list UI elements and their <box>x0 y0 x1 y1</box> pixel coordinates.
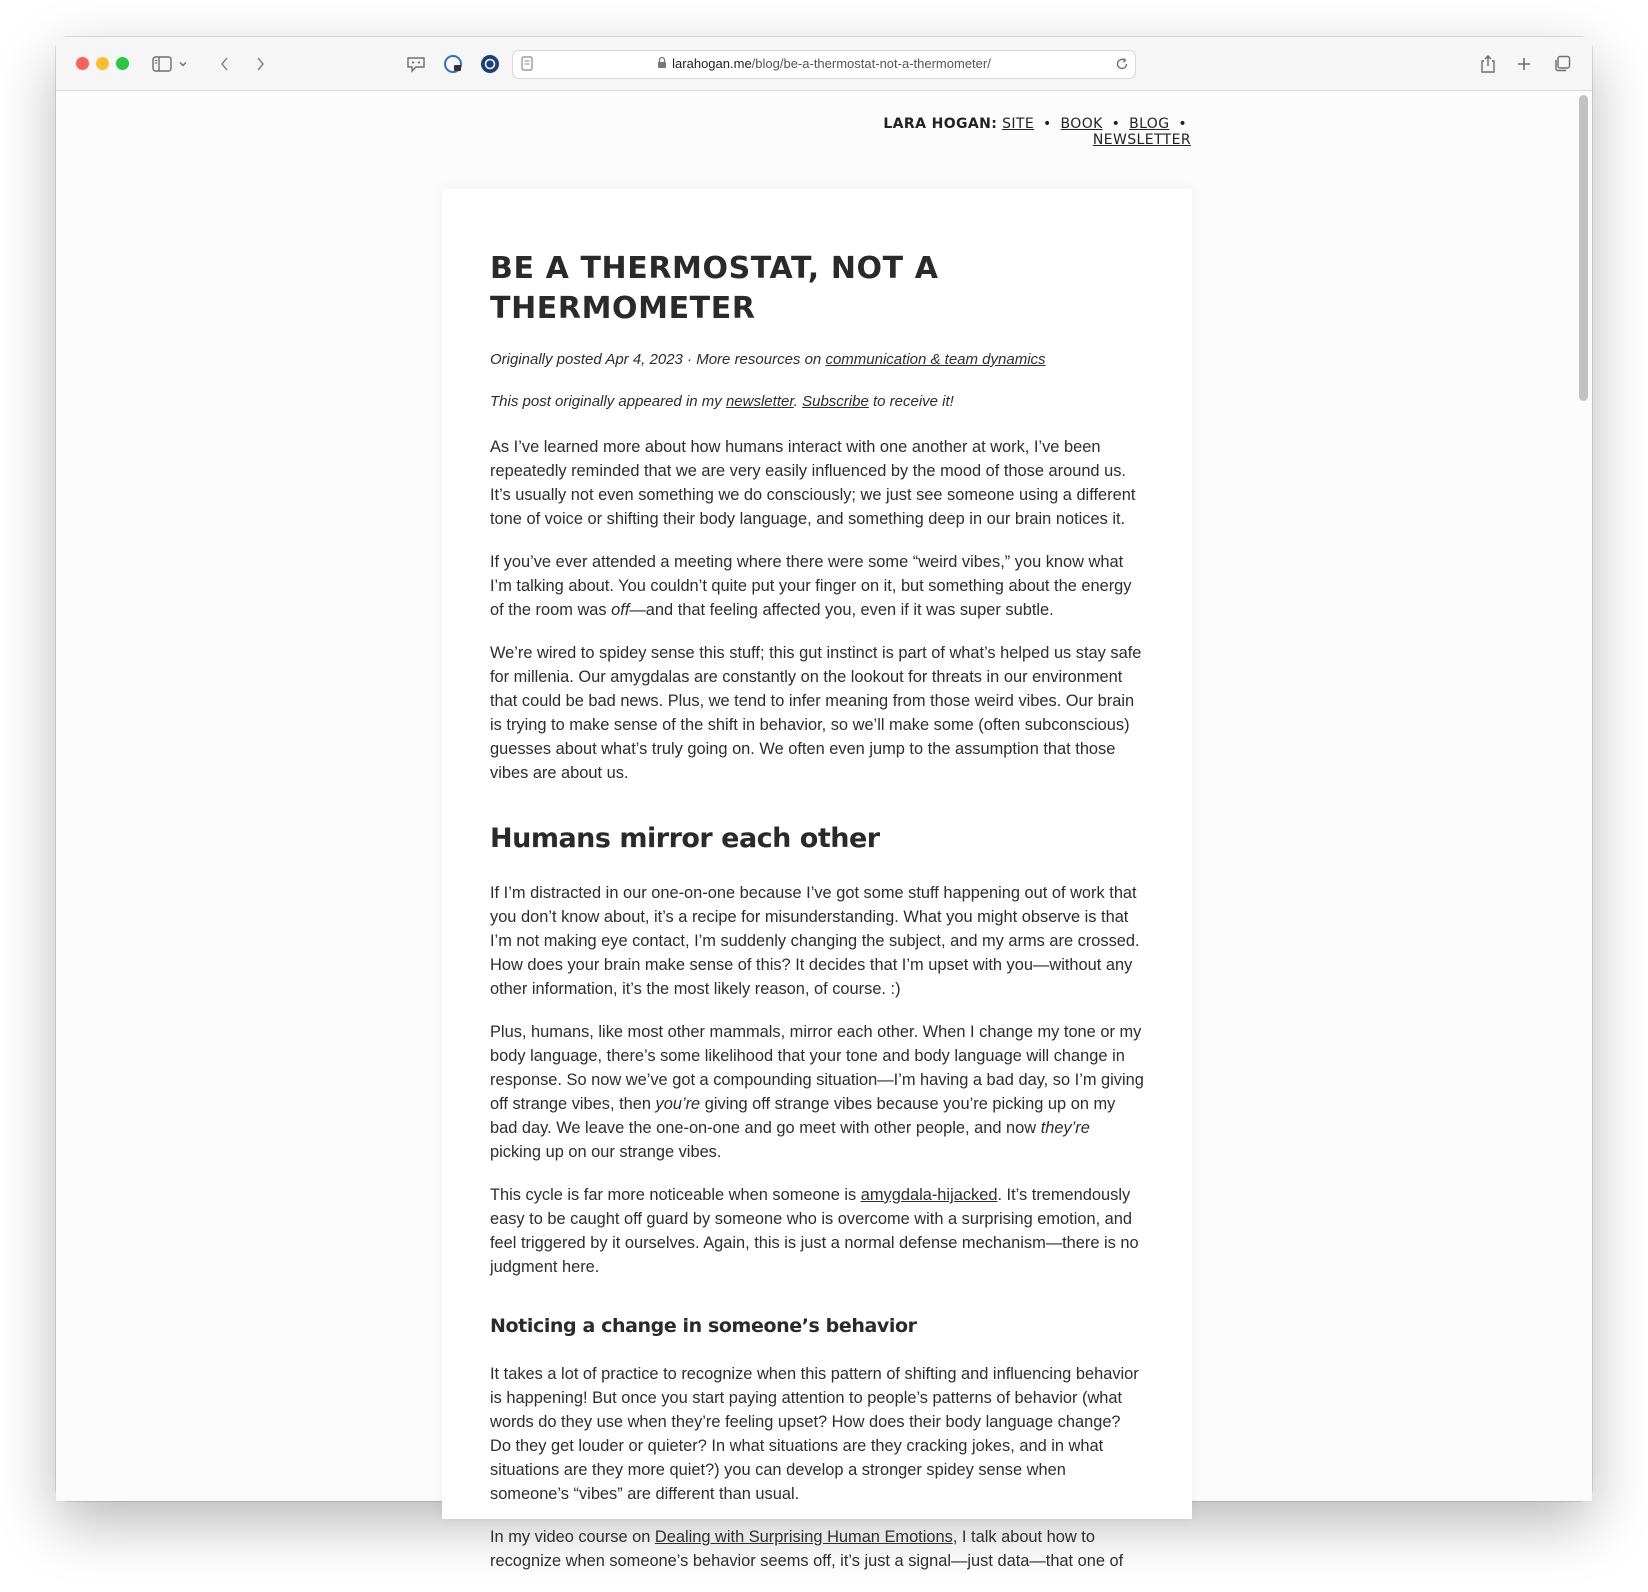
extension-badge-icon[interactable] <box>478 52 502 76</box>
url-text[interactable] <box>513 56 1135 71</box>
share-icon[interactable] <box>1476 52 1500 76</box>
text-run: If you’ve ever attended a meeting where there were some “weird vibes,” you know what I’m talking about. You couldn’t quite put your finger on it, but something about the energy of the room was <box>490 553 1132 619</box>
newsletter-link[interactable]: newsletter <box>725 393 794 410</box>
text-run: . It’s tremendously easy to be caught off guard by someone who is overcome with a surprising emotion, and feel triggered by it ourselves. Again, this is just a normal defense mechanism—there is no judgment here. <box>490 1186 1139 1276</box>
close-window-button[interactable] <box>76 57 89 70</box>
text-run: Plus, humans, like most other mammals, mirror each other. When I change my tone or my body language, there’s some likelihood that your tone and body language will change in response. So now we’ve got a compounding situation—I’m having a bad day, so I’m giving off strange vibes, then <box>490 1023 1144 1113</box>
paragraph-1: As I’ve learned more about how humans interact with one another at work, I’ve been repeatedly reminded that we are very easily influenced by the mood of those around us. It’s usually not even something we do consciously; we just see someone using a different tone of voice or shifting their body language, and something deep in our brain notices it. <box>490 438 1136 528</box>
text-run: , I talk about how to recognize when someone’s behavior seems off, it’s just a signal—just data—that one of <box>490 1528 1124 1570</box>
text-run: In my video course on <box>490 1528 655 1546</box>
scrollbar-thumb[interactable] <box>1579 95 1588 401</box>
nav-link-newsletter[interactable]: NEWSLETTER <box>1092 132 1191 148</box>
back-icon[interactable] <box>213 52 237 76</box>
post-meta <box>490 349 1145 371</box>
emphasis: you’re <box>655 1095 701 1113</box>
zoom-window-button[interactable] <box>116 57 129 70</box>
paragraph-4: If I’m distracted in our one-on-one because I’ve got some stuff happening out of work that you don’t know about, it’s a recipe for misunderstanding. What you might observe is that I’m not making eye contact, I’m suddenly changing the subject, and my arms are crossed. How does your brain make sense of this? It decides that I’m upset with you—without any other information, it’s the most likely reason, of course. :) <box>490 884 1140 998</box>
lock-icon <box>657 56 667 69</box>
text-run: picking up on our strange vibes. <box>490 1143 722 1161</box>
note-mid: . <box>793 393 803 410</box>
nav-link-blog[interactable]: BLOG <box>1129 116 1170 132</box>
nav-separator: • <box>1178 116 1187 132</box>
newsletter-note <box>490 391 1145 413</box>
text-run: —and that feeling affected you, even if it was super subtle. <box>629 601 1054 619</box>
paragraph-8 <box>490 1525 1145 1573</box>
note-suffix: to receive it! <box>868 393 954 410</box>
forward-icon[interactable] <box>248 52 272 76</box>
text-run: giving off strange vibes because you’re picking up on my bad day. We leave the one-on-one and go meet with other people, and now <box>490 1095 1116 1137</box>
nav-separator: • <box>1111 116 1121 132</box>
paragraph-2 <box>490 550 1145 622</box>
resources-link[interactable]: communication & team dynamics <box>825 351 1046 368</box>
nav-link-book[interactable]: BOOK <box>1060 116 1103 132</box>
extension-speech-icon[interactable] <box>404 52 428 76</box>
browser-toolbar <box>56 37 1592 91</box>
emphasis: they’re <box>1040 1119 1090 1137</box>
site-nav <box>836 116 1191 148</box>
paragraph-3: We’re wired to spidey sense this stuff; this gut instinct is part of what’s helped us stay safe for millenia. Our amygdalas are constantly on the lookout for threats in our environment that could be bad news. Plus, we tend to infer meaning from those weird vibes. Our brain is trying to make sense of the shift in behavior, so we’ll make some (often subconscious) guesses about what’s truly going on. We often even jump to the assumption that those vibes are about us. <box>490 644 1142 782</box>
browser-window <box>56 37 1592 1570</box>
course-link[interactable]: Dealing with Surprising Human Emotions <box>654 1528 953 1546</box>
sidebar-icon[interactable] <box>150 52 174 76</box>
nav-separator: • <box>1042 116 1052 132</box>
url-host: larahogan.me <box>672 56 752 71</box>
subscribe-link[interactable]: Subscribe <box>802 393 869 410</box>
url-path: /blog/be-a-thermostat-not-a-thermometer/ <box>751 56 991 71</box>
tab-overview-icon[interactable] <box>1550 52 1574 76</box>
article-content <box>490 249 1145 1592</box>
section-heading: Humans mirror each other <box>490 823 880 854</box>
nav-link-site[interactable]: SITE <box>1002 116 1035 132</box>
paragraph-7: It takes a lot of practice to recognize when this pattern of shifting and influencing behavior is happening! But once you start paying attention to people’s patterns of behavior (what words do they use when they’re feeling upset? How does their body language change? Do they get louder or quieter? In what situations are they cracking jokes, and in what situations are they more quiet?) you can develop a stronger spidey sense when someone’s “vibes” are different than usual. <box>490 1365 1139 1503</box>
chevron-down-icon[interactable] <box>175 52 191 76</box>
amygdala-hijacked-link[interactable]: amygdala-hijacked <box>860 1186 998 1204</box>
paragraph-5 <box>490 1020 1145 1164</box>
new-tab-icon[interactable] <box>1512 52 1536 76</box>
emphasis: off <box>611 601 630 619</box>
page-viewport <box>56 91 1592 1570</box>
text-run: This cycle is far more noticeable when someone is <box>490 1186 861 1204</box>
minimize-window-button[interactable] <box>96 57 109 70</box>
article-title: BE A THERMOSTAT, NOT A THERMOMETER <box>490 251 939 326</box>
site-brand: LARA HOGAN: <box>883 116 998 132</box>
address-bar[interactable] <box>512 50 1136 79</box>
extension-privacy-icon[interactable] <box>441 52 465 76</box>
article-card <box>442 189 1192 1570</box>
subsection-heading: Noticing a change in someone’s behavior <box>490 1315 917 1337</box>
post-date: Originally posted Apr 4, 2023 · More resources on <box>490 351 826 368</box>
reload-icon[interactable] <box>1115 57 1129 76</box>
paragraph-6 <box>490 1183 1145 1279</box>
note-prefix: This post originally appeared in my <box>490 393 726 410</box>
